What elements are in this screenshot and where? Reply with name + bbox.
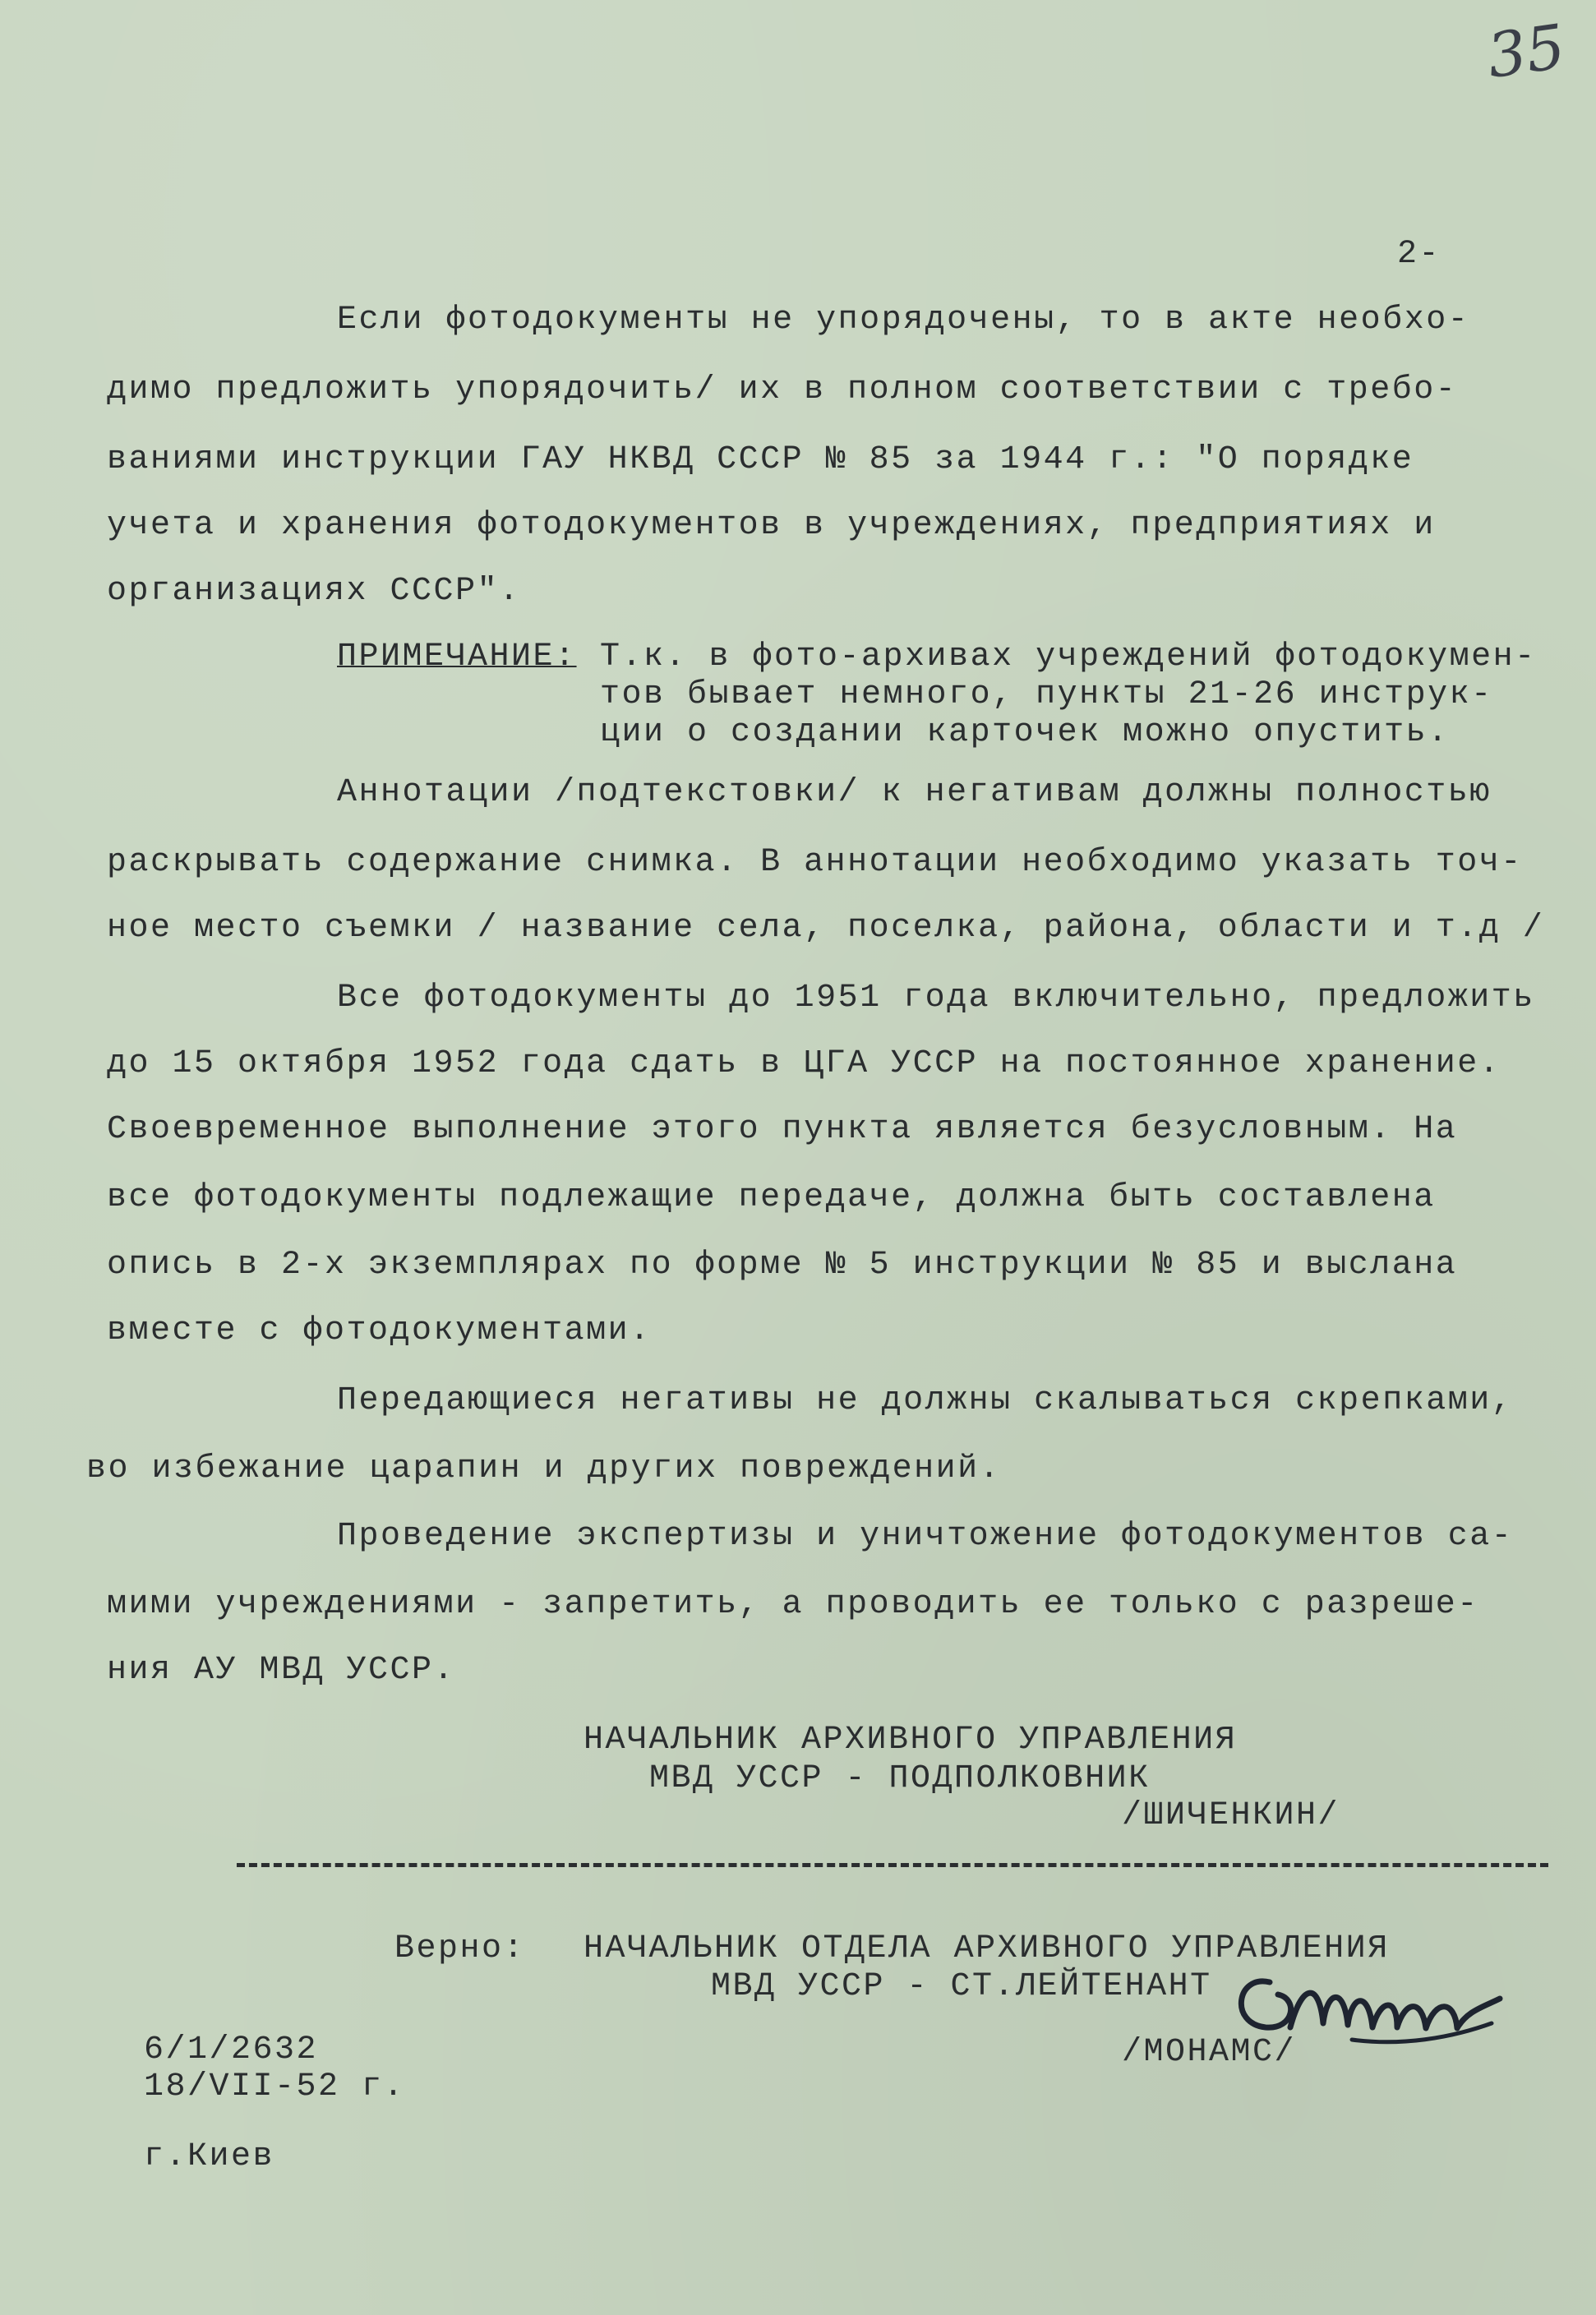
paragraph-line: учета и хранения фотодокументов в учреждениях, предприятиях и: [107, 507, 1436, 544]
handwritten-page-number: 35: [1483, 11, 1570, 93]
reference-number: 6/1/2632: [144, 2031, 319, 2068]
handwritten-signature: [1220, 1949, 1516, 2064]
paragraph-line: организациях СССР".: [107, 573, 521, 610]
city: г.Киев: [144, 2138, 275, 2175]
verifier-title: НАЧАЛЬНИК ОТДЕЛА АРХИВНОГО УПРАВЛЕНИЯ: [584, 1930, 1390, 1967]
note-label: ПРИМЕЧАНИЕ:: [337, 639, 577, 676]
note-line: ции о создании карточек можно опустить.: [600, 714, 1450, 751]
paragraph-line: вместе с фотодокументами.: [107, 1312, 652, 1349]
paragraph-line: Если фотодокументы не упорядочены, то в акте необхо-: [337, 302, 1470, 339]
paragraph-line: все фотодокументы подлежащие передаче, должна быть составлена: [107, 1179, 1436, 1216]
paragraph-line: Передающиеся негативы не должны скалываться скрепками,: [337, 1382, 1514, 1419]
signatory-title: НАЧАЛЬНИК АРХИВНОГО УПРАВЛЕНИЯ: [584, 1722, 1238, 1759]
paragraph-line: Аннотации /подтекстовки/ к негативам должны полностью: [337, 774, 1492, 811]
verifier-name: /МОНАМС/: [1122, 2034, 1297, 2071]
paragraph-line: димо предложить упорядочить/ их в полном соответствии с требо-: [107, 371, 1458, 408]
paragraph-line: Своевременное выполнение этого пункта является безусловным. На: [107, 1111, 1458, 1148]
dashed-separator: [237, 1863, 1548, 1867]
paragraph-line: Проведение экспертизы и уничтожение фотодокументов са-: [337, 1518, 1514, 1555]
note-line: Т.к. в фото-архивах учреждений фотодокумен-: [600, 639, 1537, 676]
signatory-rank: МВД УССР - ПОДПОЛКОВНИК: [649, 1760, 1151, 1797]
paragraph-line: ваниями инструкции ГАУ НКВД СССР № 85 за 1944 г.: "О порядке: [107, 441, 1414, 478]
verification-label: Верно:: [394, 1930, 526, 1967]
paragraph-line: до 15 октября 1952 года сдать в ЦГА УССР на постоянное хранение.: [107, 1045, 1501, 1082]
paragraph-line: мими учреждениями - запретить, а проводить ее только с разреше-: [107, 1586, 1479, 1623]
verifier-rank: МВД УССР - СТ.ЛЕЙТЕНАНТ: [711, 1968, 1212, 2005]
paragraph-line: Все фотодокументы до 1951 года включительно, предложить: [337, 980, 1535, 1017]
reference-date: 18/VII-52 г.: [144, 2068, 406, 2105]
signatory-name: /ШИЧЕНКИН/: [1122, 1797, 1340, 1834]
paragraph-line: раскрывать содержание снимка. В аннотации необходимо указать точ-: [107, 844, 1523, 881]
paragraph-line: ное место съемки / название села, поселка, района, области и т.д /: [107, 910, 1545, 947]
paragraph-line: опись в 2-х экземплярах по форме № 5 инструкции № 85 и выслана: [107, 1247, 1458, 1284]
paragraph-line: во избежание царапин и других повреждений.: [86, 1450, 1002, 1487]
paragraph-line: ния АУ МВД УССР.: [107, 1652, 456, 1689]
sheet-number: 2-: [1397, 236, 1441, 273]
note-line: тов бывает немного, пункты 21-26 инструк-: [600, 676, 1493, 713]
